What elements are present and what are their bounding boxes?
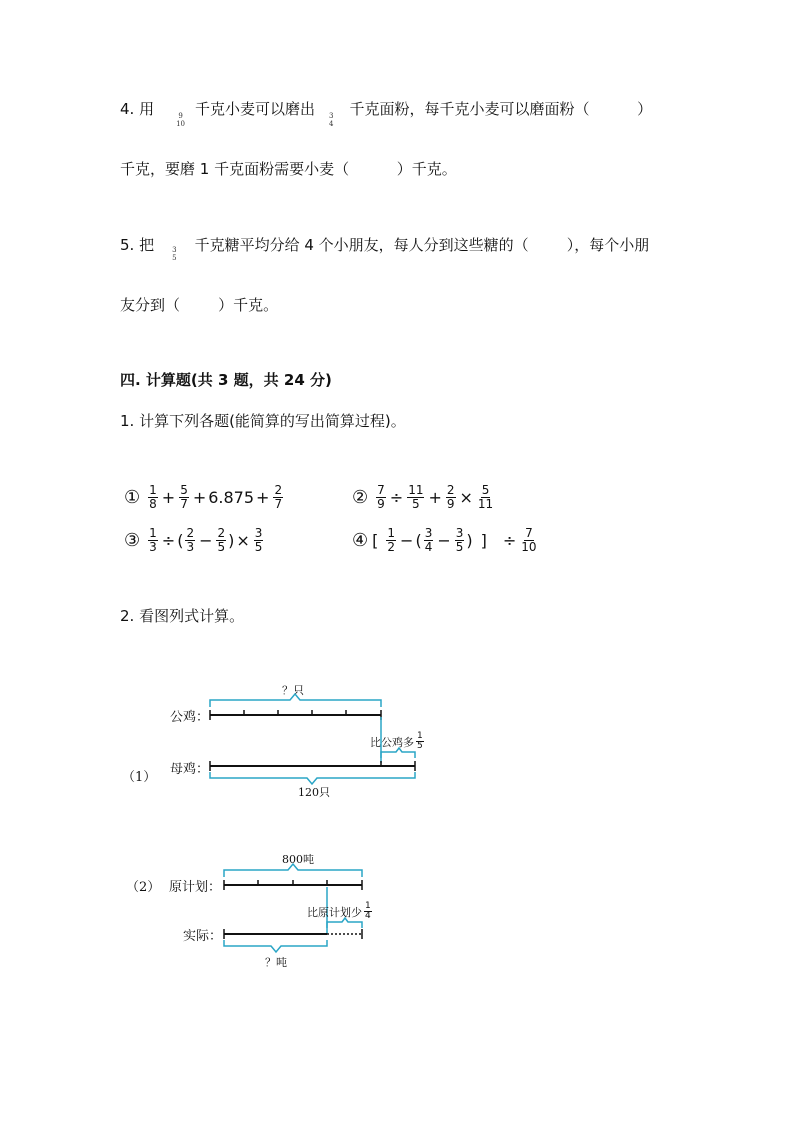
diagram1-number: （1） [122, 770, 157, 785]
q4-frac-a-num: 9 [178, 112, 183, 120]
q5-line2: 友分到（ ）千克。 [120, 296, 279, 314]
q4-frac-b-num: 3 [329, 112, 334, 120]
expr-4-frac-2: $\frac{3}{4}$ [424, 526, 433, 554]
q5-pre: 5. 把 [120, 235, 155, 254]
q5-frac-den: 5 [172, 254, 177, 262]
diagram1-top-brace [210, 694, 381, 707]
divide-sign: ÷ [502, 531, 517, 550]
diagram2-note-frac: $\frac{1}{4}$ [365, 901, 371, 921]
q5-post: 千克糖平均分给 4 个小朋友，每人分到这些糖的（ ），每个小朋 [194, 235, 650, 254]
times-sign: × [236, 531, 250, 550]
right-bracket: ] [480, 531, 487, 550]
left-paren: ( [415, 531, 422, 550]
diagram1-bottom-brace [210, 772, 415, 784]
diagram2-number: （2） [126, 880, 161, 895]
expr-4-frac-1: $\frac{1}{2}$ [387, 526, 396, 554]
expr-4-frac-4: $\frac{7}{10}$ [521, 526, 537, 554]
plus-sign: + [256, 488, 270, 507]
expr-1-frac-2: $\frac{5}{7}$ [180, 483, 188, 511]
plus-sign: + [192, 488, 207, 507]
minus-sign: − [400, 531, 414, 550]
expr-3-frac-3: $\frac{2}{5}$ [217, 526, 226, 554]
right-paren: ) [466, 531, 473, 550]
diagram2-row2-label: 实际： [183, 929, 223, 944]
expr-2-frac-3: $\frac{2}{9}$ [446, 483, 455, 511]
diagram2-bottom-brace [224, 940, 327, 952]
diagram-instruction: 2. 看图列式计算。 [120, 607, 245, 625]
diagram2-note-text: 比原计划少 [307, 905, 362, 919]
diagram2-bottom-label: ？吨 [265, 956, 287, 969]
diagram1-row1-label: 公鸡： [170, 710, 210, 725]
expr-2-frac-2: $\frac{11}{5}$ [408, 483, 424, 511]
q4-frac-b-den: 4 [329, 120, 334, 128]
q4-post: 千克面粉，每千克小麦可以磨面粉（ ） [349, 99, 653, 118]
right-paren: ) [228, 531, 235, 550]
expr-1-frac-3: $\frac{2}{7}$ [274, 483, 283, 511]
expr-4-mark: ④ [352, 530, 369, 551]
diagram2-note [307, 902, 374, 921]
expr-2-frac-4: $\frac{5}{11}$ [477, 483, 494, 511]
q4-line2: 千克，要磨 1 千克面粉需要小麦（ ）千克。 [120, 160, 457, 178]
expr-2-mark: ② [352, 487, 369, 508]
expr-1-decimal: 6.875 [208, 488, 255, 507]
q4-pre: 4. 用 [120, 99, 155, 118]
left-paren: ( [177, 531, 184, 550]
section4-heading: 四. 计算题(共 3 题，共 24 分) [120, 371, 332, 389]
times-sign: × [459, 488, 473, 507]
plus-sign: + [428, 488, 442, 507]
diagram1-bottom-label: 120只 [298, 786, 330, 799]
diagram1-top-label: ？只 [282, 684, 304, 697]
expr-1-mark: ① [124, 487, 141, 508]
plus-sign: + [161, 488, 176, 507]
expr-3-mark: ③ [124, 530, 141, 551]
expr-4-frac-3: $\frac{3}{5}$ [455, 526, 464, 554]
diagram1-note-frac: $\frac{1}{5}$ [417, 731, 423, 751]
diagram1-extra-brace [381, 748, 415, 758]
minus-sign: − [199, 531, 213, 550]
minus-sign: − [437, 531, 451, 550]
q4-mid: 千克小麦可以磨出 [195, 99, 316, 118]
calc-instruction: 1. 计算下列各题(能简算的写出简算过程)。 [120, 412, 406, 430]
expr-3-frac-4: $\frac{3}{5}$ [254, 526, 263, 554]
diagram2-top-label: 800吨 [282, 853, 314, 866]
divide-sign: ÷ [389, 488, 404, 507]
divide-sign: ÷ [161, 531, 176, 550]
diagram1-row2-label: 母鸡： [170, 762, 210, 777]
expr-1-frac-1: $\frac{1}{8}$ [149, 483, 157, 511]
q5-frac-num: 3 [172, 246, 177, 254]
expr-3-frac-2: $\frac{2}{3}$ [186, 526, 195, 554]
left-bracket: [ [372, 531, 379, 550]
q4-frac-a-den: 10 [176, 120, 186, 128]
expr-3-frac-1: $\frac{1}{3}$ [149, 526, 157, 554]
diagram2-row1-label: 原计划： [169, 880, 222, 895]
diagram1-note-text: 比公鸡多 [370, 735, 414, 749]
expr-2-frac-1: $\frac{7}{9}$ [377, 483, 385, 511]
